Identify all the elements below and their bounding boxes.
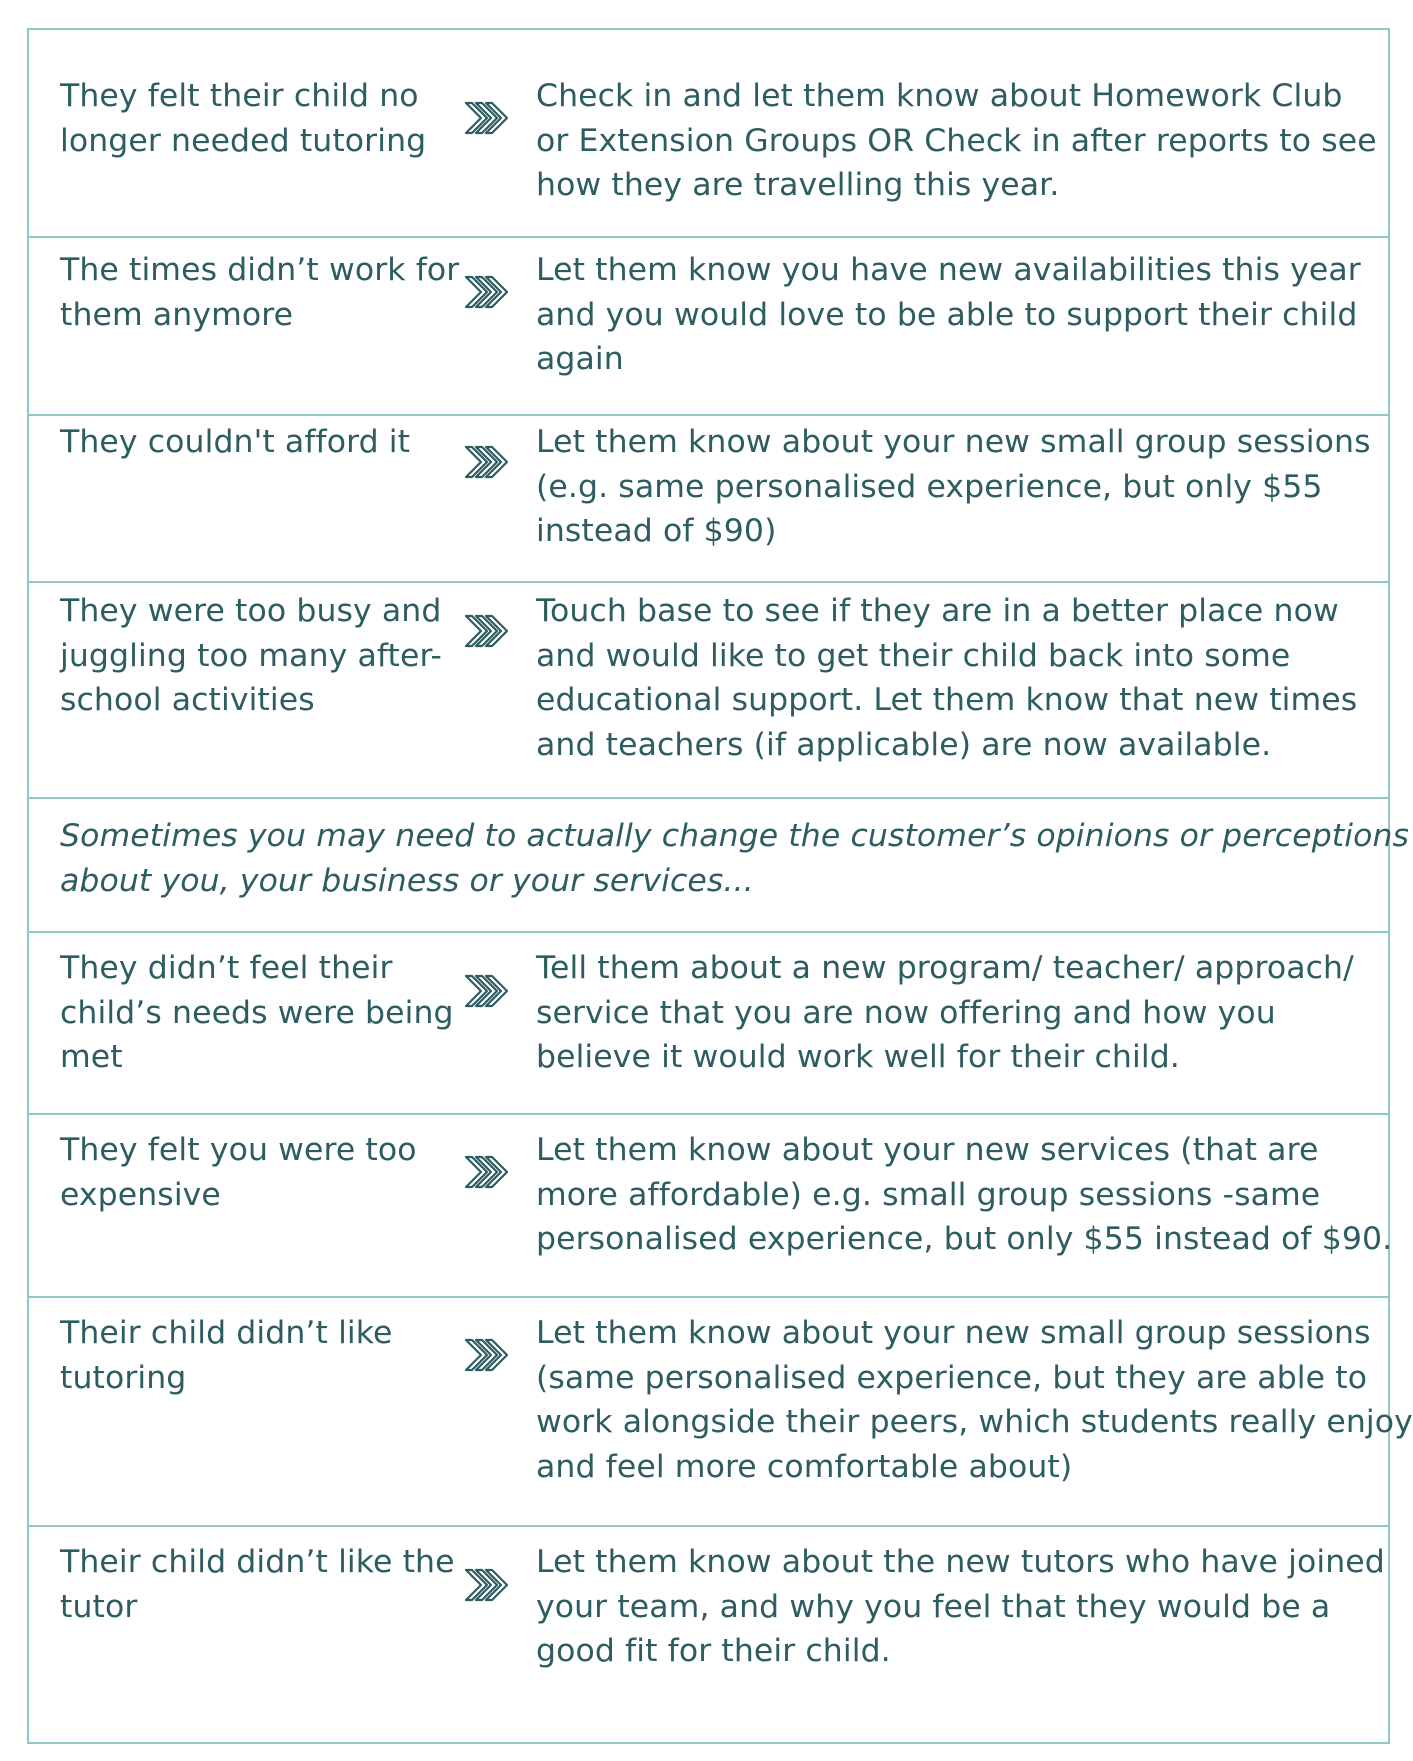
table-row (29, 1525, 1388, 1744)
action-text: Let them know about the new tutors who have joined your team, and why you feel that they would be a good fit for their child. (536, 1544, 1385, 1669)
triple-chevron-right-icon (462, 443, 508, 481)
reason-text: Their child didn’t like the tutor (60, 1544, 455, 1625)
reason-text: They were too busy and juggling too many after- school activities (60, 593, 442, 718)
table-row (29, 1296, 1413, 1525)
triple-chevron-right-icon (462, 1336, 508, 1374)
triple-chevron-right-icon (462, 1153, 508, 1191)
reason-text: They felt you were too expensive (60, 1132, 417, 1213)
triple-chevron-right-icon (462, 972, 508, 1010)
table-row (29, 581, 1388, 797)
action-text: Let them know about your new services (that are more affordable) e.g. small group sessions -same personalised experience, but only $55 instead of $90. (536, 1132, 1393, 1257)
table-row (29, 1113, 1393, 1296)
italic-note: Sometimes you may need to actually change the customer’s opinions or perceptions about you, your business or your services... (60, 818, 1410, 899)
table-row (29, 931, 1388, 1113)
action-text: Tell them about a new program/ teacher/ approach/ service that you are now offering and how you believe it would work well for their child. (536, 950, 1354, 1075)
objection-response-table (27, 28, 1413, 1744)
triple-chevron-right-icon (462, 1566, 508, 1604)
action-text: Let them know about your new small group sessions (e.g. same personalised experience, but only $55 instead of $90) (536, 424, 1371, 549)
table-row (29, 30, 1388, 236)
action-text: Let them know about your new small group sessions (same personalised experience, but they are able to work alongside their peers, which students really enjoy and feel more comfortable about) (536, 1315, 1413, 1485)
action-text: Check in and let them know about Homework Club or Extension Groups OR Check in after reports to see how they are travelling this year. (536, 78, 1377, 203)
note-row (29, 797, 1410, 931)
triple-chevron-right-icon (462, 612, 508, 650)
table-row (29, 236, 1388, 414)
reason-text: The times didn’t work for them anymore (60, 252, 460, 333)
triple-chevron-right-icon (462, 273, 508, 311)
reason-text: They didn’t feel their child’s needs were being met (60, 950, 454, 1075)
triple-chevron-right-icon (462, 99, 508, 137)
reason-text: They felt their child no longer needed tutoring (60, 78, 427, 159)
reason-text: They couldn't afford it (60, 424, 411, 460)
action-text: Touch base to see if they are in a better place now and would like to get their child back into some educational support. Let them know that new times and teachers (if applicable) are now available. (536, 593, 1358, 763)
action-text: Let them know you have new availabilities this year and you would love to be able to support their child again (536, 252, 1361, 377)
reason-text: Their child didn’t like tutoring (60, 1315, 393, 1396)
table-row (29, 414, 1388, 581)
